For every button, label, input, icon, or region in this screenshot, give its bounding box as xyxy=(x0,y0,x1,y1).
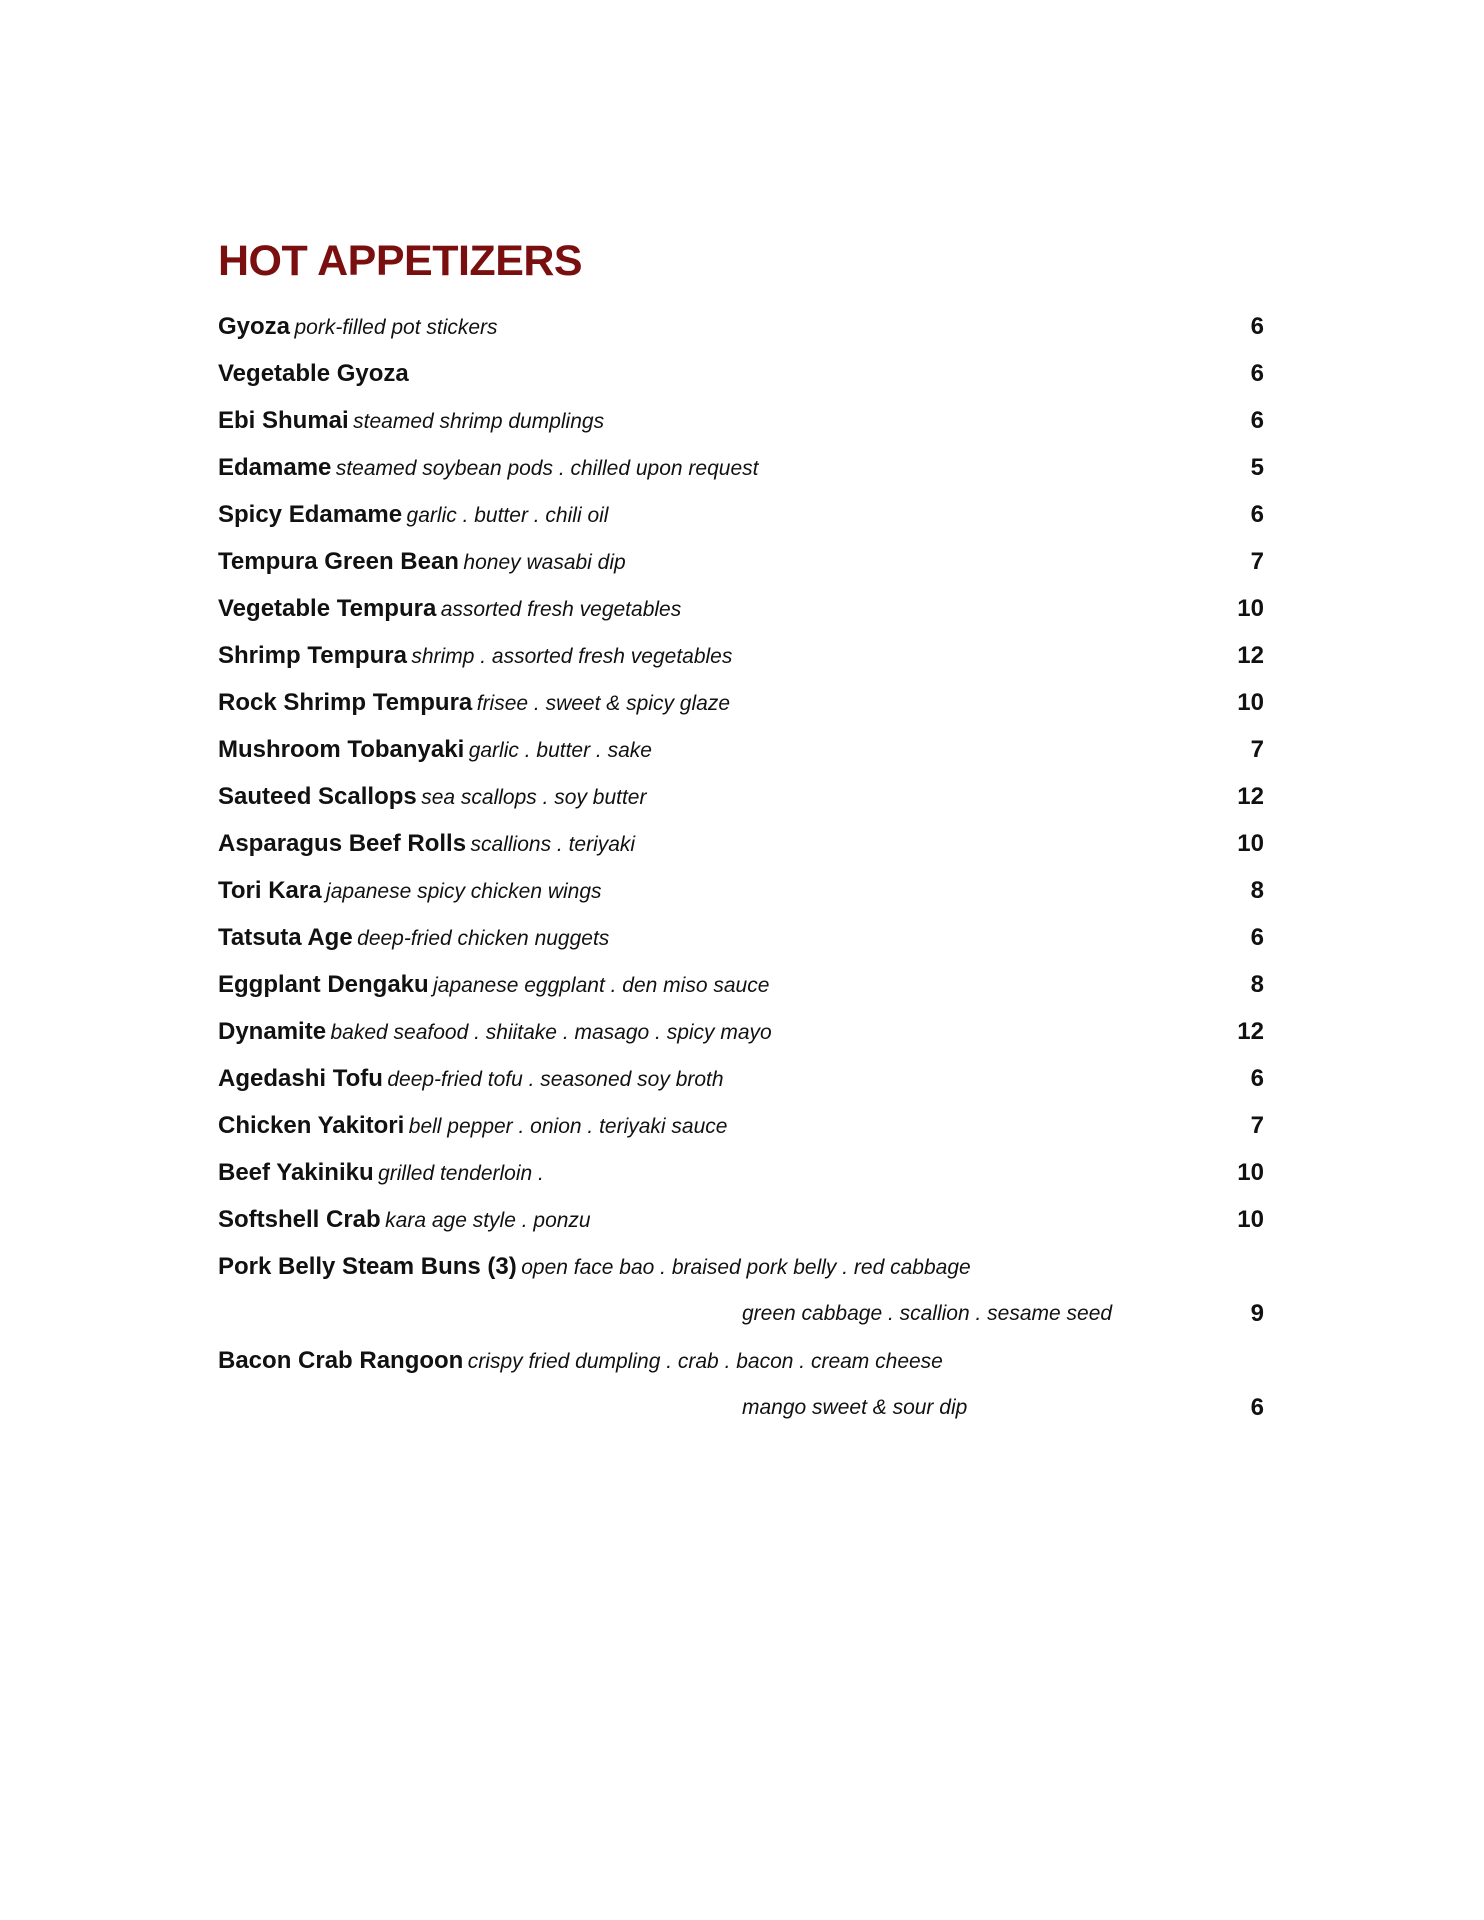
item-price: 10 xyxy=(1237,595,1264,622)
item-description: scallions . teriyaki xyxy=(470,833,636,856)
item-name: Tori Kara xyxy=(218,877,322,904)
menu-item xyxy=(218,1155,1264,1202)
item-name: Vegetable Gyoza xyxy=(218,360,409,387)
item-price: 6 xyxy=(1250,1394,1264,1421)
item-name: Shrimp Tempura xyxy=(218,642,407,669)
item-price: 9 xyxy=(1250,1300,1264,1327)
item-name: Sauteed Scallops xyxy=(218,783,417,810)
menu-item xyxy=(218,1343,1264,1390)
item-price: 10 xyxy=(1237,1159,1264,1186)
item-name: Rock Shrimp Tempura xyxy=(218,689,473,716)
item-price: 6 xyxy=(1250,313,1264,340)
section-title: HOT APPETIZERS xyxy=(218,237,583,285)
menu-list xyxy=(218,309,1264,1437)
item-description: baked seafood . shiitake . masago . spicy mayo xyxy=(330,1021,772,1044)
menu-item xyxy=(218,544,1264,591)
menu-item xyxy=(218,685,1264,732)
item-description-continued: green cabbage . scallion . sesame seed xyxy=(742,1302,1113,1325)
item-description: deep-fried chicken nuggets xyxy=(357,927,610,950)
item-price: 7 xyxy=(1250,1112,1264,1139)
item-name: Bacon Crab Rangoon xyxy=(218,1347,464,1374)
item-price: 12 xyxy=(1237,642,1264,669)
menu-item xyxy=(218,1061,1264,1108)
item-description: steamed shrimp dumplings xyxy=(353,410,605,433)
item-name: Softshell Crab xyxy=(218,1206,381,1233)
item-price: 7 xyxy=(1250,548,1264,575)
menu-item xyxy=(218,450,1264,497)
item-description: japanese spicy chicken wings xyxy=(326,880,602,903)
item-price: 12 xyxy=(1237,783,1264,810)
item-name: Dynamite xyxy=(218,1018,327,1045)
menu-item xyxy=(218,1202,1264,1249)
item-name: Edamame xyxy=(218,454,332,481)
item-price: 6 xyxy=(1250,501,1264,528)
menu-item xyxy=(218,873,1264,920)
item-price: 8 xyxy=(1250,877,1264,904)
menu-item xyxy=(218,638,1264,685)
menu-item xyxy=(218,497,1264,544)
item-description: kara age style . ponzu xyxy=(385,1209,591,1232)
item-description: crispy fried dumpling . crab . bacon . cream cheese xyxy=(467,1350,943,1373)
item-price: 10 xyxy=(1237,830,1264,857)
item-name: Pork Belly Steam Buns (3) xyxy=(218,1253,517,1280)
menu-item xyxy=(218,591,1264,638)
item-price: 10 xyxy=(1237,1206,1264,1233)
item-price: 6 xyxy=(1250,407,1264,434)
item-name: Gyoza xyxy=(218,313,291,340)
item-price: 10 xyxy=(1237,689,1264,716)
menu-item xyxy=(218,967,1264,1014)
menu-item xyxy=(218,403,1264,450)
item-description: steamed soybean pods . chilled upon request xyxy=(335,457,759,480)
menu-item xyxy=(218,356,1264,403)
item-name: Ebi Shumai xyxy=(218,407,349,434)
menu-item xyxy=(218,309,1264,356)
item-name: Spicy Edamame xyxy=(218,501,403,528)
item-description: garlic . butter . chili oil xyxy=(406,504,609,527)
item-name: Tempura Green Bean xyxy=(218,548,459,575)
menu-item xyxy=(218,1108,1264,1155)
item-price: 12 xyxy=(1237,1018,1264,1045)
item-price: 6 xyxy=(1250,1065,1264,1092)
item-description: honey wasabi dip xyxy=(463,551,626,574)
item-name: Asparagus Beef Rolls xyxy=(218,830,467,857)
item-description: bell pepper . onion . teriyaki sauce xyxy=(408,1115,728,1138)
item-price: 8 xyxy=(1250,971,1264,998)
item-description: deep-fried tofu . seasoned soy broth xyxy=(387,1068,724,1091)
item-description: open face bao . braised pork belly . red cabbage xyxy=(521,1256,971,1279)
menu-item-continuation xyxy=(218,1296,1264,1343)
menu-item xyxy=(218,779,1264,826)
item-name: Chicken Yakitori xyxy=(218,1112,405,1139)
item-description: pork-filled pot stickers xyxy=(294,316,498,339)
item-name: Vegetable Tempura xyxy=(218,595,437,622)
item-description: assorted fresh vegetables xyxy=(440,598,682,621)
menu-item xyxy=(218,1249,1264,1296)
item-description-continued: mango sweet & sour dip xyxy=(742,1396,968,1419)
item-description: shrimp . assorted fresh vegetables xyxy=(411,645,733,668)
item-price: 5 xyxy=(1250,454,1264,481)
item-price: 7 xyxy=(1250,736,1264,763)
item-description: garlic . butter . sake xyxy=(468,739,652,762)
item-description: frisee . sweet & spicy glaze xyxy=(476,692,731,715)
menu-item xyxy=(218,732,1264,779)
item-description: sea scallops . soy butter xyxy=(421,786,647,809)
item-name: Eggplant Dengaku xyxy=(218,971,429,998)
item-name: Tatsuta Age xyxy=(218,924,353,951)
item-name: Beef Yakiniku xyxy=(218,1159,374,1186)
item-name: Mushroom Tobanyaki xyxy=(218,736,465,763)
menu-item-continuation xyxy=(218,1390,1264,1437)
menu-item xyxy=(218,920,1264,967)
menu-item xyxy=(218,826,1264,873)
item-price: 6 xyxy=(1250,360,1264,387)
item-price: 6 xyxy=(1250,924,1264,951)
item-description: grilled tenderloin . xyxy=(378,1162,544,1185)
item-description: japanese eggplant . den miso sauce xyxy=(433,974,770,997)
menu-item xyxy=(218,1014,1264,1061)
item-name: Agedashi Tofu xyxy=(218,1065,383,1092)
